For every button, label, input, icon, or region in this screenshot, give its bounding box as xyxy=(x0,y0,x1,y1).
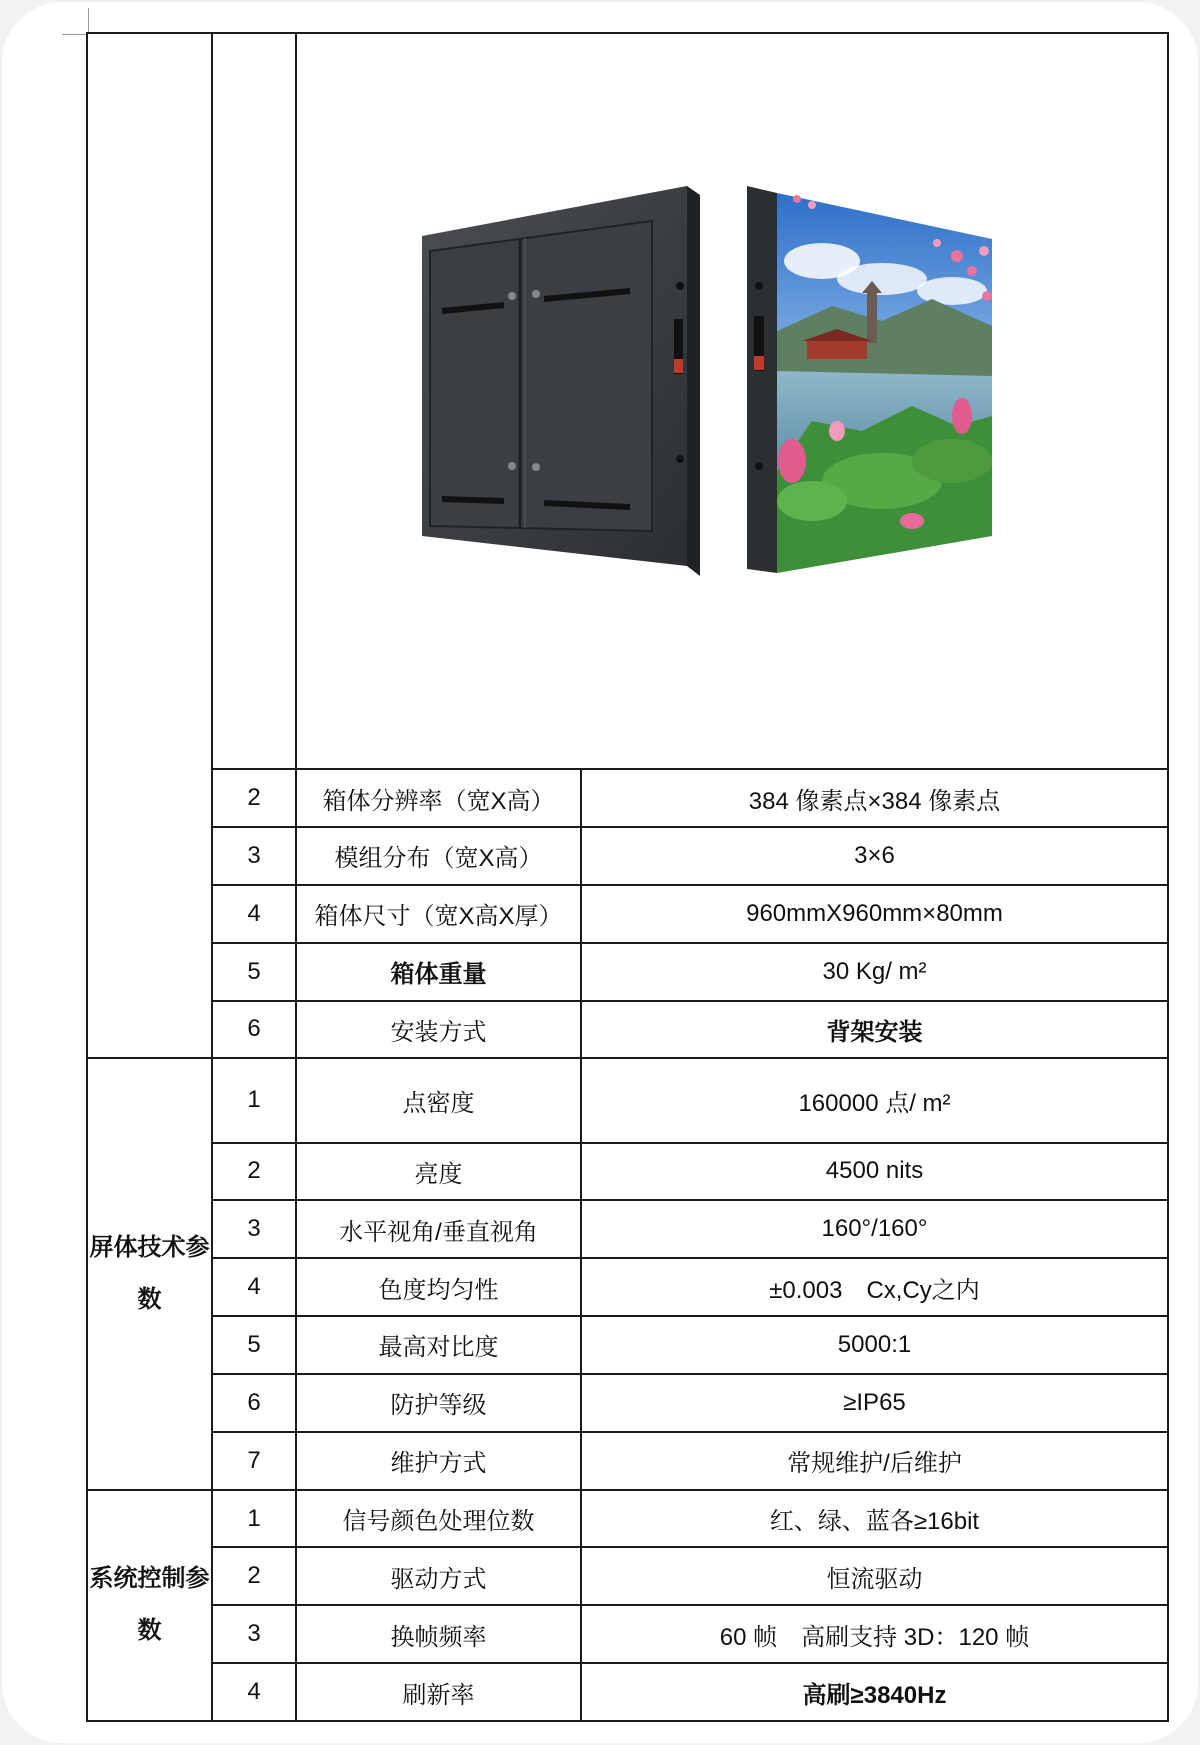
table-row xyxy=(87,1200,1168,1258)
document-page xyxy=(2,2,1198,1743)
param-label-cell: 维护方式 xyxy=(296,1432,581,1490)
param-label-cell: 模组分布（宽X高） xyxy=(296,827,581,885)
param-value-cell: 4500 nits xyxy=(581,1143,1168,1201)
table-row xyxy=(87,1316,1168,1374)
group-cell-system-control: 系统控制参数 xyxy=(87,1490,212,1721)
table-row xyxy=(87,943,1168,1001)
row-number-cell: 5 xyxy=(212,1316,296,1374)
row-number-cell: 4 xyxy=(212,1258,296,1316)
row-number-cell: 7 xyxy=(212,1432,296,1490)
param-label-cell: 色度均匀性 xyxy=(296,1258,581,1316)
param-value-cell: 384 像素点×384 像素点 xyxy=(581,769,1168,827)
table-row xyxy=(87,1374,1168,1432)
param-label-cell: 换帧频率 xyxy=(296,1605,581,1663)
row-number-cell: 1 xyxy=(212,1058,296,1142)
param-value-cell: 常规维护/后维护 xyxy=(581,1432,1168,1490)
row-number-cell xyxy=(212,33,296,769)
spec-table xyxy=(86,32,1169,1722)
row-number-cell: 1 xyxy=(212,1490,296,1548)
param-value-cell: 30 Kg/ m² xyxy=(581,943,1168,1001)
table-row xyxy=(87,1001,1168,1059)
param-value-cell: 960mmX960mm×80mm xyxy=(581,885,1168,943)
param-value-cell: 5000:1 xyxy=(581,1316,1168,1374)
param-label-cell: 安装方式 xyxy=(296,1001,581,1059)
table-row xyxy=(87,1547,1168,1605)
row-number-cell: 6 xyxy=(212,1001,296,1059)
param-label-cell: 亮度 xyxy=(296,1143,581,1201)
param-label-cell: 驱动方式 xyxy=(296,1547,581,1605)
cabinet-back-view xyxy=(422,186,700,576)
row-number-cell: 4 xyxy=(212,1663,296,1721)
crop-mark xyxy=(62,34,88,35)
table-row xyxy=(87,1432,1168,1490)
param-label-cell: 箱体尺寸（宽X高X厚） xyxy=(296,885,581,943)
led-cabinet-product-image xyxy=(412,181,1052,621)
table-row-image xyxy=(87,33,1168,769)
product-image-cell xyxy=(296,33,1168,769)
table-row xyxy=(87,1258,1168,1316)
param-value-cell: 恒流驱动 xyxy=(581,1547,1168,1605)
param-label-cell: 信号颜色处理位数 xyxy=(296,1490,581,1548)
param-value-cell: ≥IP65 xyxy=(581,1374,1168,1432)
crop-mark xyxy=(88,8,89,34)
table-row xyxy=(87,1058,1168,1142)
param-value-cell: 160000 点/ m² xyxy=(581,1058,1168,1142)
param-label-cell: 最高对比度 xyxy=(296,1316,581,1374)
row-number-cell: 5 xyxy=(212,943,296,1001)
param-value-cell: ±0.003 Cx,Cy之内 xyxy=(581,1258,1168,1316)
param-value-cell: 160°/160° xyxy=(581,1200,1168,1258)
param-label-cell: 点密度 xyxy=(296,1058,581,1142)
table-row xyxy=(87,827,1168,885)
table-row xyxy=(87,1490,1168,1548)
param-value-cell: 高刷≥3840Hz xyxy=(581,1663,1168,1721)
param-value-cell: 红、绿、蓝各≥16bit xyxy=(581,1490,1168,1548)
row-number-cell: 3 xyxy=(212,1605,296,1663)
table-row xyxy=(87,885,1168,943)
row-number-cell: 2 xyxy=(212,769,296,827)
row-number-cell: 3 xyxy=(212,827,296,885)
row-number-cell: 4 xyxy=(212,885,296,943)
param-label-cell: 箱体重量 xyxy=(296,943,581,1001)
cabinet-front-view xyxy=(747,186,992,573)
table-row xyxy=(87,1605,1168,1663)
row-number-cell: 3 xyxy=(212,1200,296,1258)
param-label-cell: 防护等级 xyxy=(296,1374,581,1432)
param-label-cell: 箱体分辨率（宽X高） xyxy=(296,769,581,827)
group-cell-cabinet xyxy=(87,33,212,1058)
param-value-cell: 60 帧 高刷支持 3D：120 帧 xyxy=(581,1605,1168,1663)
param-label-cell: 水平视角/垂直视角 xyxy=(296,1200,581,1258)
row-number-cell: 2 xyxy=(212,1547,296,1605)
table-row xyxy=(87,1143,1168,1201)
param-value-cell: 背架安装 xyxy=(581,1001,1168,1059)
param-label-cell: 刷新率 xyxy=(296,1663,581,1721)
row-number-cell: 2 xyxy=(212,1143,296,1201)
table-row xyxy=(87,769,1168,827)
row-number-cell: 6 xyxy=(212,1374,296,1432)
group-cell-screen-tech: 屏体技术参数 xyxy=(87,1058,212,1489)
table-row xyxy=(87,1663,1168,1721)
param-value-cell: 3×6 xyxy=(581,827,1168,885)
